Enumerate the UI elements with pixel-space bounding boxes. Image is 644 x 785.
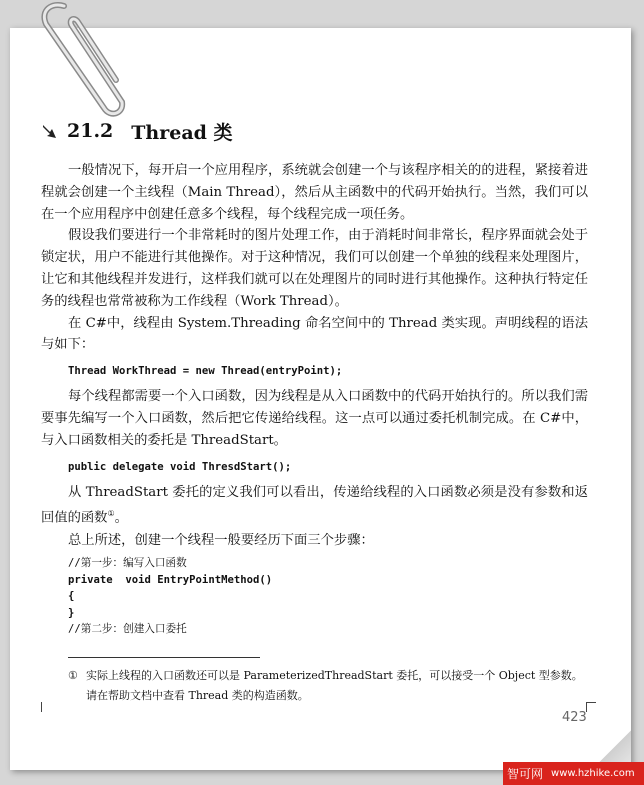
- code-line: public delegate void ThresdStart();: [68, 460, 292, 473]
- code-line: private void EntryPointMethod(): [68, 573, 273, 586]
- paragraph: [41, 482, 588, 530]
- footnote-ref: ①: [107, 509, 115, 519]
- code-line: Thread WorkThread = new Thread(entryPoint);: [68, 365, 343, 378]
- footnote-mark: ①: [68, 669, 78, 682]
- code-comment: //第二步：创建入口委托: [68, 623, 187, 636]
- watermark-url: www.hzhike.com: [547, 762, 644, 785]
- code-block: [68, 555, 588, 638]
- footnote-divider: [68, 657, 260, 658]
- paragraph: 一般情况下，每开启一个应用程序，系统就会创建一个与该程序相关的的进程，紧接着进程就会创建一个主线程（Main Thread），然后从主函数中的代码开始执行。当然，我们可以在一个应用程序中创建任意多个线程，每个线程完成一项任务。: [41, 163, 588, 222]
- paragraph-text: 从 ThreadStart 委托的定义我们可以看出，传递给线程的入口函数必须是没有参数和返回值的函数: [41, 484, 588, 526]
- paragraph: 在 C#中，线程由 System.Threading 命名空间中的 Thread 类实现。声明线程的语法与如下：: [41, 315, 588, 353]
- crop-mark: [41, 702, 42, 712]
- section-title: Thread 类: [131, 121, 233, 144]
- section-heading: [41, 117, 233, 145]
- paragraph: 每个线程都需要一个入口函数，因为线程是从入口函数中的代码开始执行的。所以我们需要事先编写一个入口函数，然后把它传递给线程。这一点可以通过委托机制完成。在 C#中，与入口函数相关的委托是 ThreadStart。: [41, 389, 588, 448]
- paragraph: 假设我们要进行一个非常耗时的图片处理工作，由于消耗时间非常长，程序界面就会处于锁定状，用户不能进行其他操作。对于这种情况，我们可以创建一个单独的线程来处理图片，让它和其他线程并发进行，这样我们就可以在处理图片的同时进行其他操作。这种执行特定任务的线程也常常被称为工作线程（Work Thread）。: [41, 228, 588, 309]
- paperclip-icon: [24, 0, 134, 120]
- body-text: [41, 160, 588, 638]
- watermark-brand: 智可网: [503, 762, 547, 785]
- arrow-icon: [41, 122, 59, 140]
- paragraph-end: 。: [114, 510, 128, 526]
- footnote: [68, 666, 588, 706]
- code-line: }: [68, 606, 75, 619]
- code-line: {: [68, 590, 75, 603]
- watermark: [503, 762, 644, 785]
- paragraph: 总上所述，创建一个线程一般要经历下面三个步骤：: [68, 532, 374, 548]
- footnote-text: 请在帮助文档中查看 Thread 类的构造函数。: [86, 689, 309, 702]
- section-number: 21.2: [67, 120, 114, 142]
- code-comment: //第一步：编写入口函数: [68, 557, 187, 570]
- footnote-text: 实际上线程的入口函数还可以是 ParameterizedThreadStart 委托，可以接受一个 Object 型参数。: [86, 669, 583, 682]
- crop-mark: [586, 702, 596, 703]
- page-number: 423: [562, 710, 587, 725]
